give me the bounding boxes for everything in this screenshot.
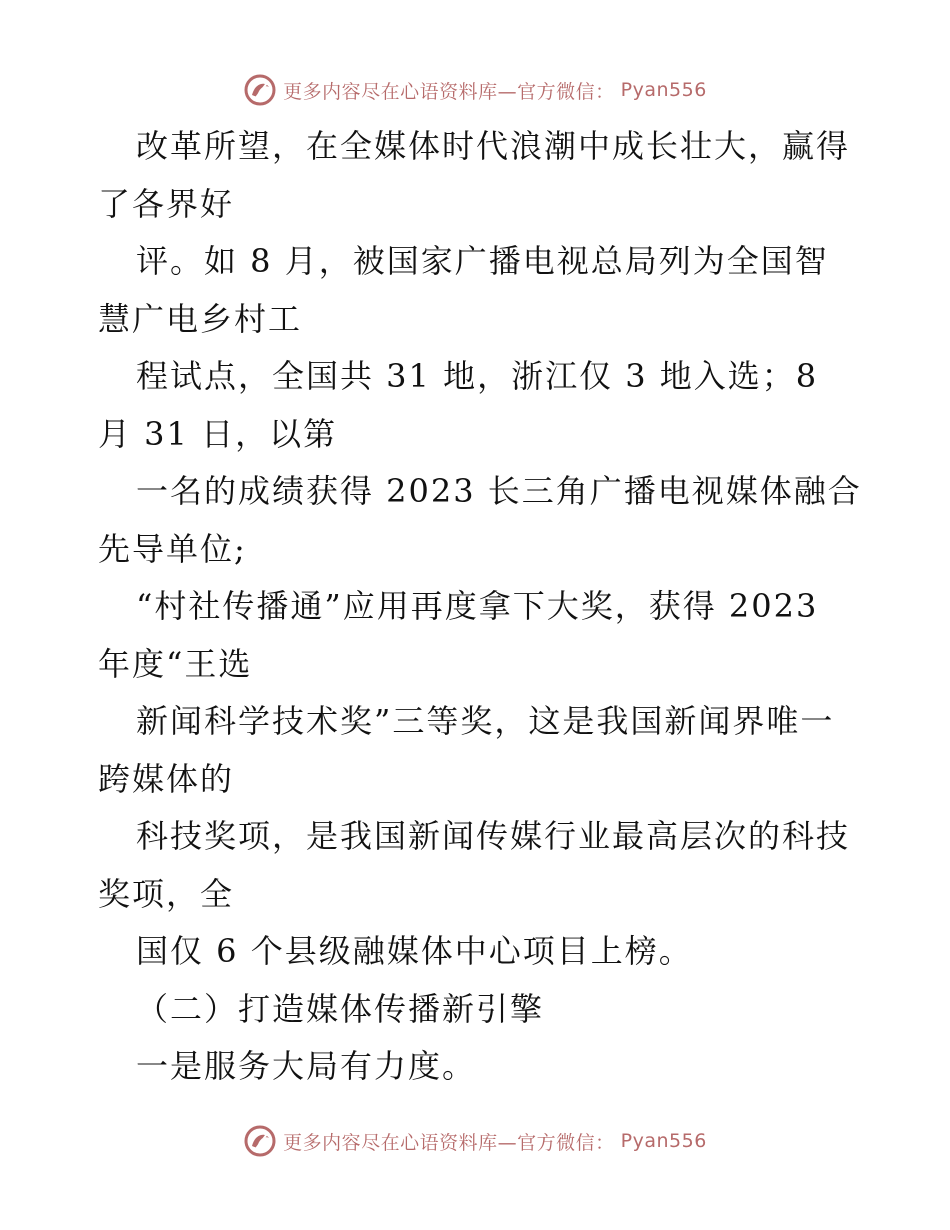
text-line: 程试点，全国共 31 地，浙江仅 3 地入选；8 [136,357,819,395]
section-heading: （二）打造媒体传播新引擎 [136,989,545,1028]
swirl-logo-icon [243,1124,277,1158]
text-line: 月 31 日，以第 [98,414,338,453]
text-line: 年度“王选 [98,644,253,683]
text-line: 先导单位; [98,529,247,568]
text-line: 跨媒体的 [98,759,235,798]
swirl-logo-icon [243,73,277,107]
text-line: 国仅 6 个县级融媒体中心项目上榜。 [136,932,693,970]
watermark-wechat-id: Pyan556 [620,79,707,101]
watermark-text: 更多内容尽在心语资料库—官方微信： [283,1131,615,1154]
text-line: 一是服务大局有力度。 [136,1047,477,1085]
text-line: 新闻科学技术奖”三等奖，这是我国新闻界唯一 [136,702,835,740]
text-line: 科技奖项，是我国新闻传媒行业最高层次的科技 [136,817,851,855]
text-line: 改革所望，在全媒体时代浪潮中成长壮大，赢得 [136,127,851,165]
watermark-wechat-id: Pyan556 [620,1130,707,1152]
text-line: 奖项，全 [98,874,235,913]
text-line: 评。如 8 月，被国家广播电视总局列为全国智 [136,242,829,280]
text-line: 慧广电乡村工 [98,299,303,338]
watermark-text: 更多内容尽在心语资料库—官方微信： [283,80,615,103]
document-body [98,118,862,1096]
header-watermark [0,70,950,110]
text-line: 一名的成绩获得 2023 长三角广播电视媒体融合 [136,472,862,510]
footer-watermark [0,1121,950,1161]
text-line: “村社传播通”应用再度拿下大奖，获得 2023 [136,587,819,625]
text-line: 了各界好 [98,184,235,223]
